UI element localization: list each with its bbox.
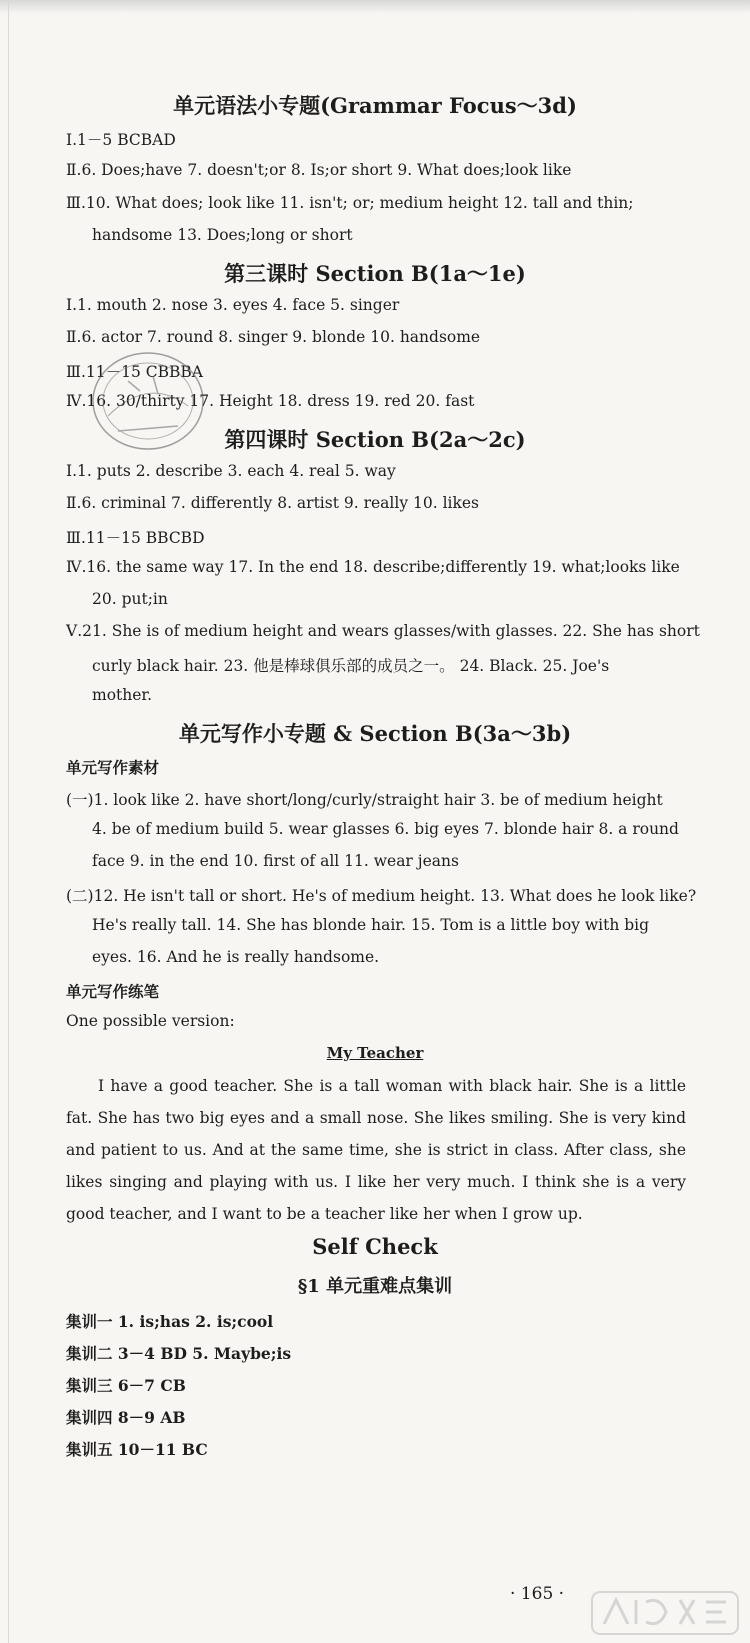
essay-title: My Teacher (326, 1044, 424, 1062)
answer-line: Ⅲ.11－15 BBCBD (66, 529, 205, 547)
answer-line: (二)12. He isn't tall or short. He's of medium height. 13. What does he look like? (66, 887, 697, 905)
answer-line: Ⅳ.16. 30/thirty 17. Height 18. dress 19. red 20. fast (66, 392, 475, 410)
answer-line: Ⅳ.16. the same way 17. In the end 18. describe;differently 19. what;looks like (66, 558, 680, 576)
scan-top-edge (0, 0, 750, 14)
answer-line: eyes. 16. And he is really handsome. (92, 948, 380, 966)
answer-line: face 9. in the end 10. first of all 11. wear jeans (92, 852, 459, 870)
page-binding-edge (8, 0, 9, 1643)
writing-material-label: 单元写作素材 (66, 759, 160, 777)
drill-line: 集训二 3－4 BD 5. Maybe;is (66, 1344, 292, 1363)
answer-line: Ⅴ.21. She is of medium height and wears glasses/with glasses. 22. She has short (66, 622, 700, 640)
answer-line: (一)1. look like 2. have short/long/curly/straight hair 3. be of medium height (66, 791, 663, 809)
answer-line: Ⅲ.10. What does; look like 11. isn't; or; medium height 12. tall and thin; (66, 194, 634, 212)
drill-line: 集训三 6－7 CB (66, 1376, 186, 1395)
answer-line: curly black hair. 23. 他是棒球俱乐部的成员之一。 24. Black. 25. Joe's (92, 657, 610, 675)
answer-line: Ⅱ.6. actor 7. round 8. singer 9. blonde 10. handsome (66, 328, 481, 346)
answer-line: Ⅱ.6. Does;have 7. doesn't;or 8. Is;or short 9. What does;look like (66, 161, 572, 179)
drill-line: 集训四 8－9 AB (66, 1408, 186, 1427)
writing-practice-label: 单元写作练笔 (66, 983, 160, 1001)
writing-heading: 单元写作小专题 & Section B(3a～3b) (178, 721, 572, 746)
homework-stamp (88, 346, 208, 456)
answer-line: mother. (92, 686, 153, 704)
answer-line: Ⅲ.11－15 CBBBA (66, 363, 203, 381)
drill-line: 集训一 1. is;has 2. is;cool (66, 1312, 274, 1331)
essay-body: I have a good teacher. She is a tall woman with black hair. She is a little fat. She has two big eyes and a small nose. She likes smiling. She is very kind and patient to us. And at the same time, she is strict in class. After class, she likes singing and playing with us. I like her very much. I think she is a very good teacher, and I want to be a teacher like her when I grow up. (66, 1077, 686, 1223)
answer-line: He's really tall. 14. She has blonde hair. 15. Tom is a little boy with big (92, 916, 650, 934)
answer-line: Ⅰ.1. mouth 2. nose 3. eyes 4. face 5. singer (66, 296, 400, 314)
site-watermark (590, 1588, 740, 1638)
lesson-3-heading: 第三课时 Section B(1a～1e) (224, 261, 526, 286)
page-number: · 165 · (510, 1584, 565, 1604)
answer-line: 4. be of medium build 5. wear glasses 6. big eyes 7. blonde hair 8. a round (92, 820, 679, 838)
answer-line: 20. put;in (92, 590, 168, 608)
self-check-subheading: §1 单元重难点集训 (297, 1276, 453, 1297)
grammar-focus-heading: 单元语法小专题(Grammar Focus～3d) (173, 93, 577, 118)
answer-line: Ⅱ.6. criminal 7. differently 8. artist 9. really 10. likes (66, 494, 480, 512)
answer-line: handsome 13. Does;long or short (92, 226, 353, 244)
answer-line: Ⅰ.1. puts 2. describe 3. each 4. real 5. way (66, 462, 396, 480)
possible-version-label: One possible version: (66, 1012, 235, 1030)
answer-line: Ⅰ.1－5 BCBAD (66, 131, 176, 149)
drill-line: 集训五 10－11 BC (66, 1440, 208, 1459)
self-check-heading: Self Check (312, 1234, 438, 1259)
lesson-4-heading: 第四课时 Section B(2a～2c) (224, 427, 526, 452)
